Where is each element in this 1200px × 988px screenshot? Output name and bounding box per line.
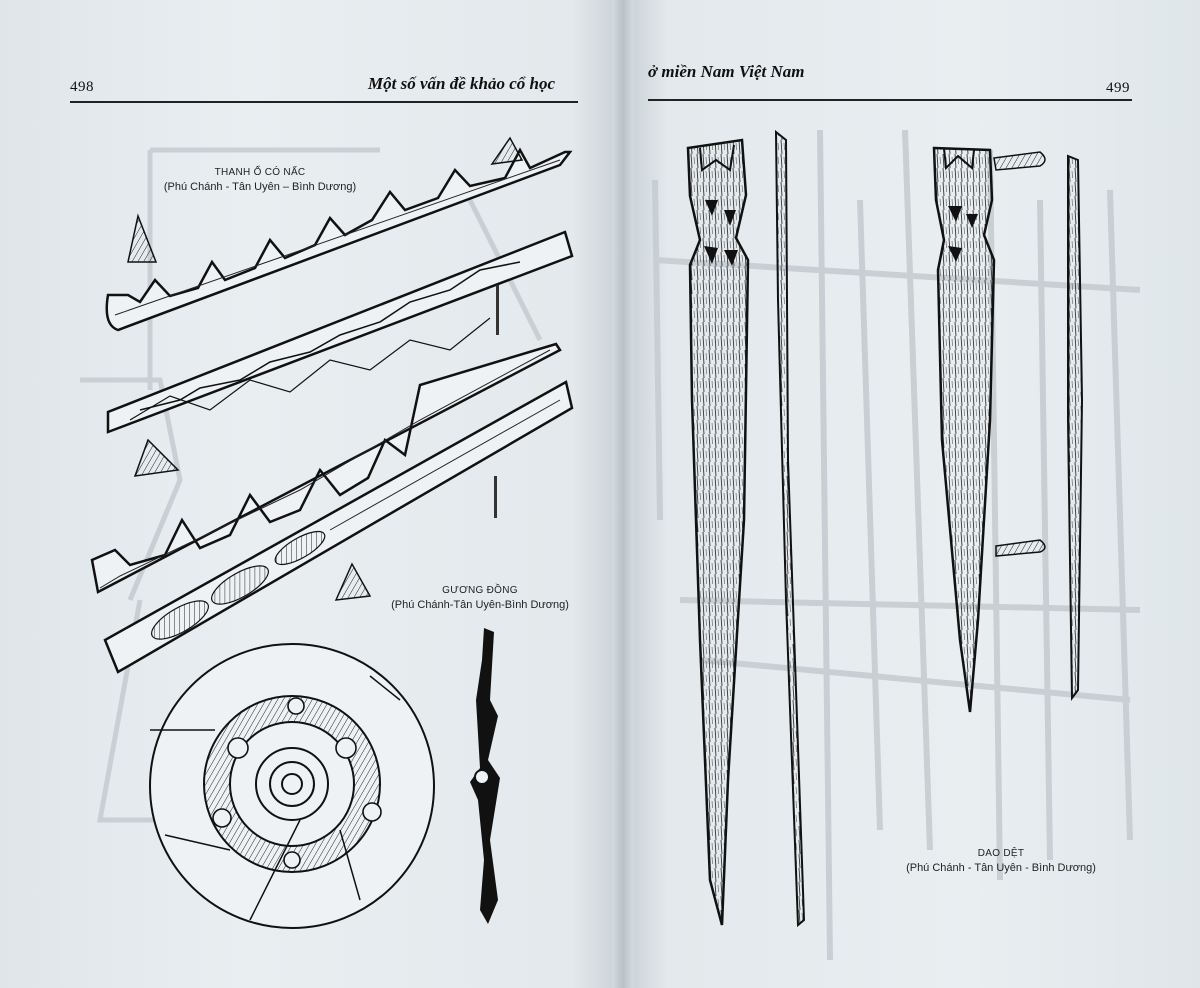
- figure-caption-weaving-sword: [886, 847, 1116, 875]
- weaving-sword-1: [688, 140, 748, 925]
- bronze-mirror: [150, 644, 434, 928]
- decorated-bar-2: [108, 232, 572, 432]
- weaving-sword-2-profile: [1068, 156, 1082, 698]
- figure-caption-mirror: [360, 584, 600, 612]
- left-running-head: Một số vấn đề khảo cổ học: [368, 74, 555, 93]
- scale-marks: [494, 285, 499, 518]
- weaving-sword-1-profile: [776, 132, 804, 925]
- figure-title: DAO DỆT: [977, 848, 1025, 859]
- figure-title: THANH Ổ CÓ NẤC: [214, 167, 306, 178]
- decorated-bar-4: [105, 382, 572, 672]
- right-page-number: 499: [1106, 80, 1130, 96]
- left-page-number: 498: [70, 79, 94, 95]
- figure-location: (Phú Chánh - Tân Uyên – Bình Dương): [163, 181, 357, 193]
- figure-caption-tool: [150, 166, 370, 194]
- right-running-head: ở miền Nam Việt Nam: [648, 62, 805, 81]
- figure-location: (Phú Chánh-Tân Uyên-Bình Dương): [391, 599, 569, 611]
- figure-location: (Phú Chánh - Tân Uyên - Bình Dương): [906, 862, 1096, 874]
- figure-title: GƯƠNG ĐỒNG: [442, 585, 518, 596]
